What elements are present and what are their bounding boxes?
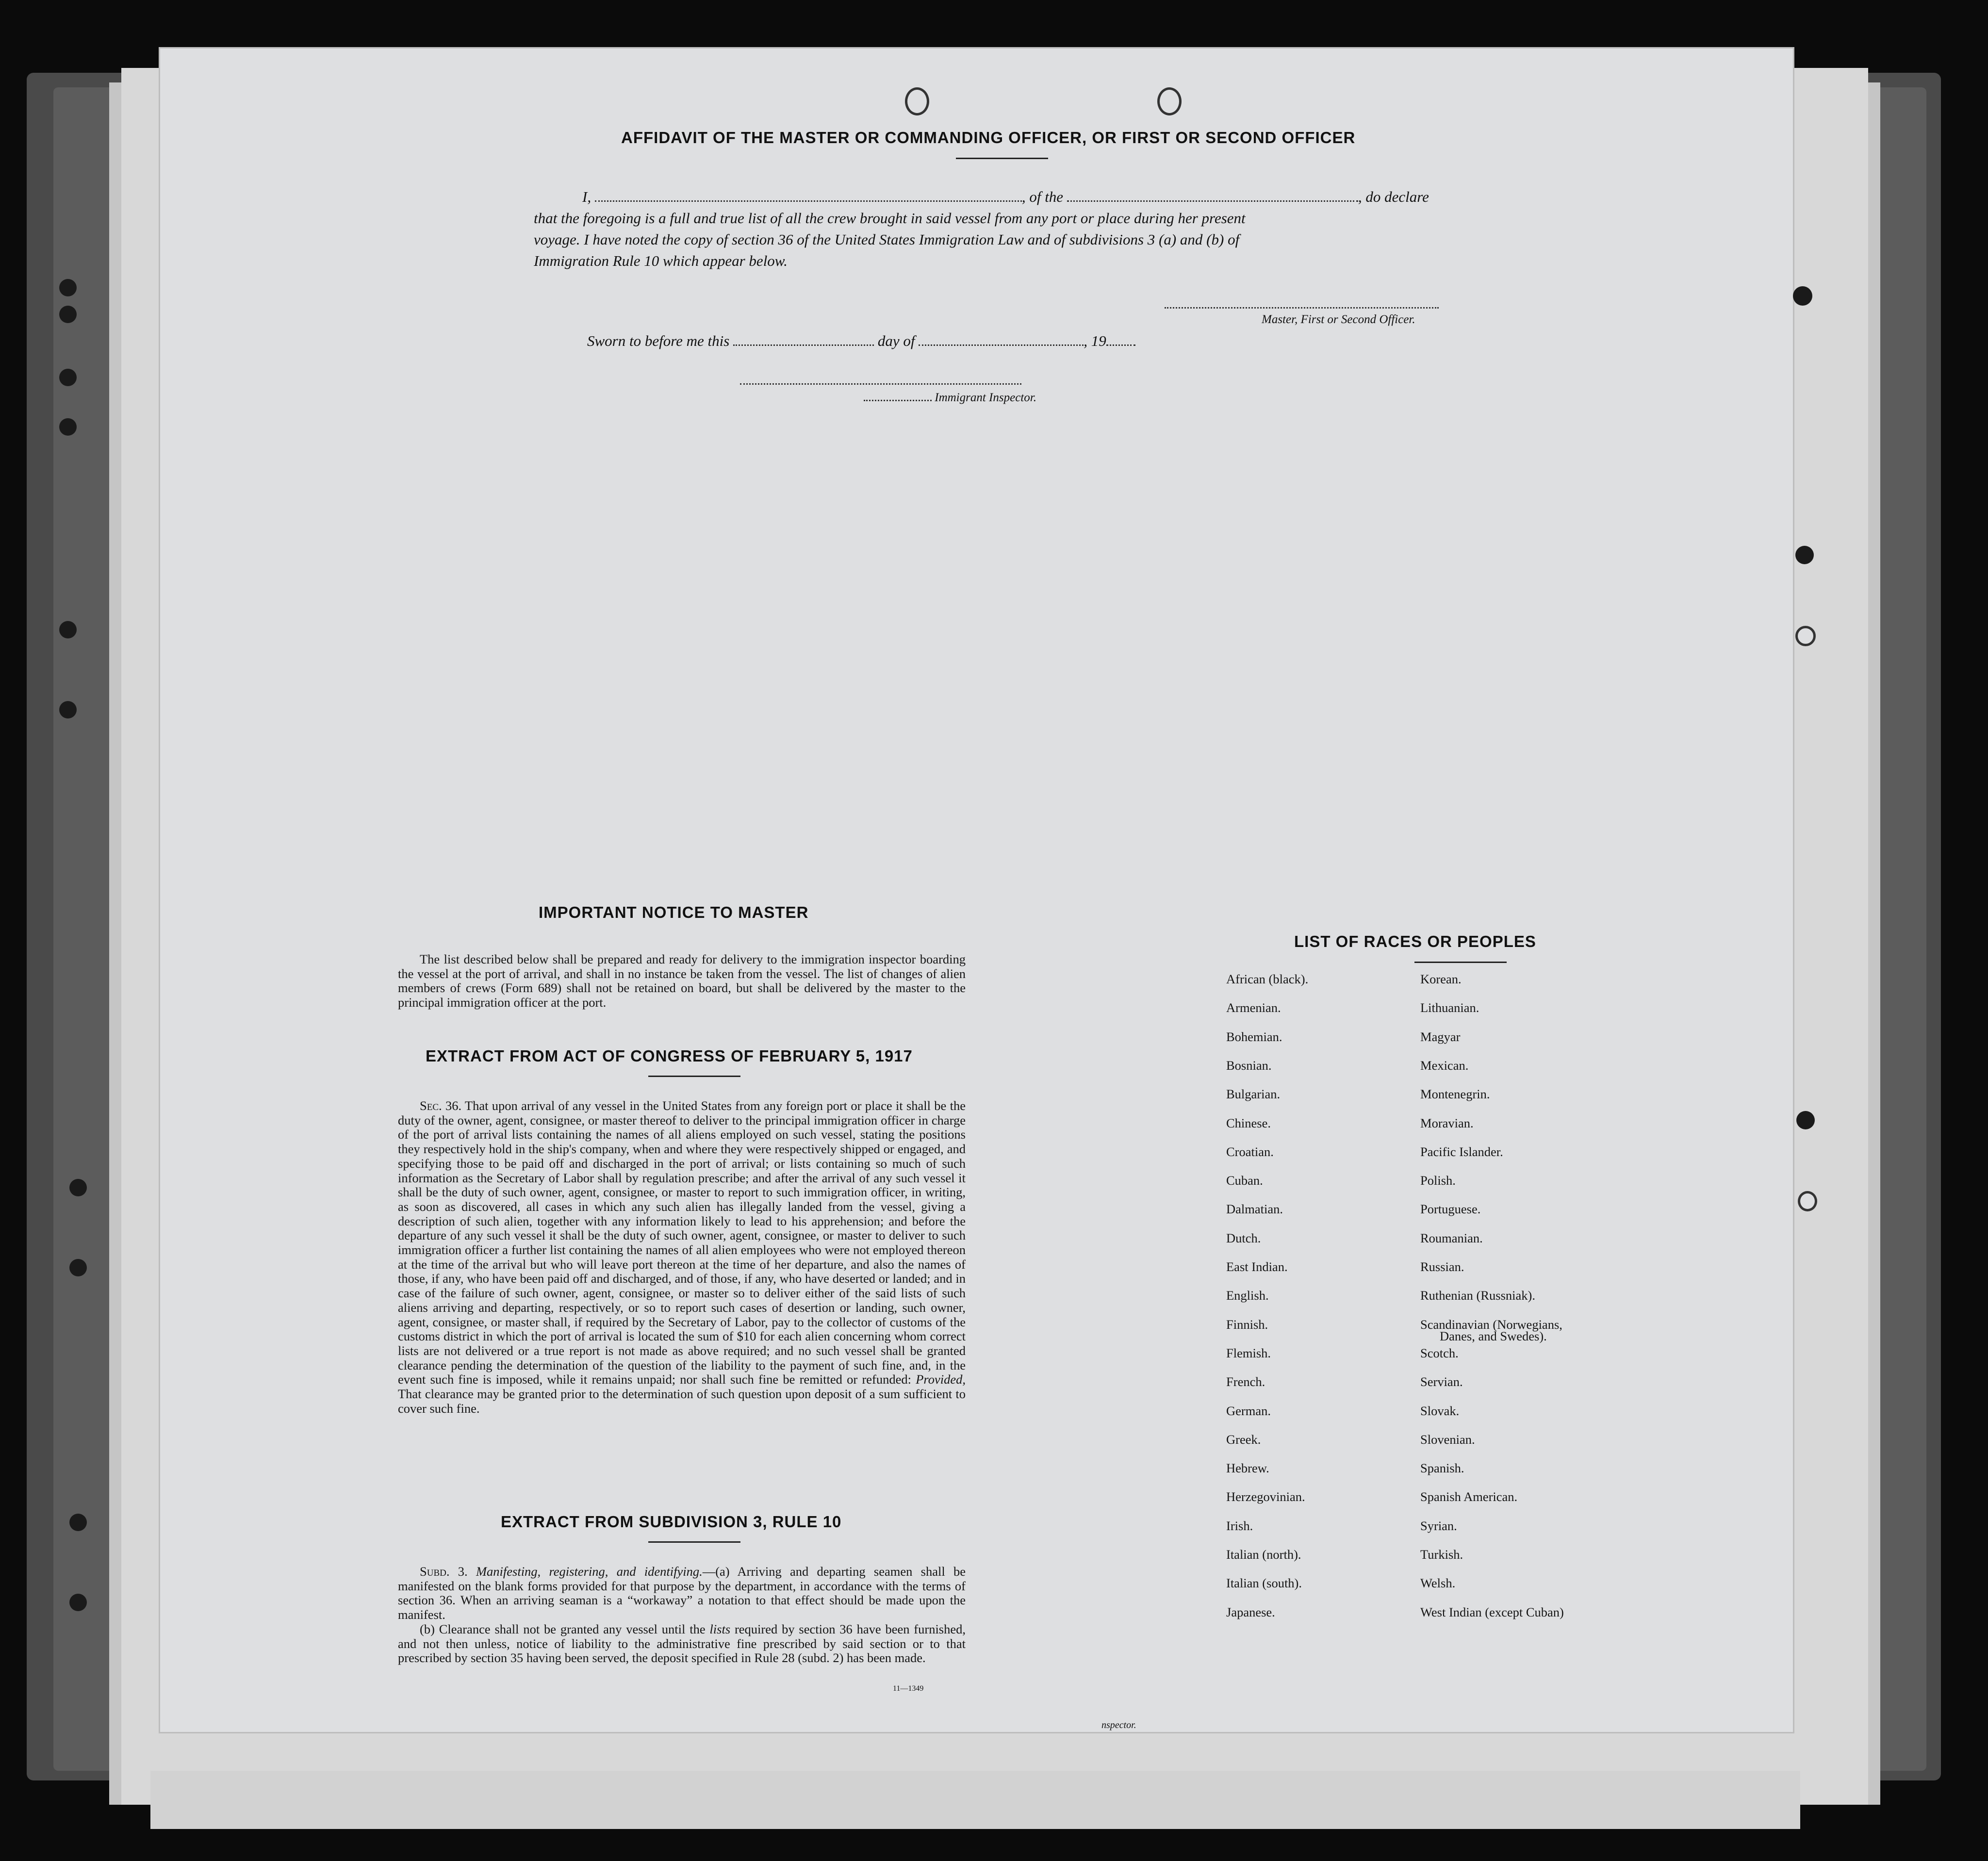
race-item: Korean.: [1420, 972, 1462, 986]
race-item: English.: [1226, 1288, 1269, 1303]
punch-hole: [905, 87, 929, 115]
race-item: Japanese.: [1226, 1604, 1275, 1619]
race-item: Hebrew.: [1226, 1461, 1269, 1476]
race-item: Portuguese.: [1420, 1202, 1481, 1217]
year-label: , 19: [1084, 332, 1106, 349]
do-declare-label: , do declare: [1358, 188, 1429, 205]
race-item: Bulgarian.: [1226, 1087, 1281, 1102]
master-signature-line: [1165, 307, 1439, 309]
lists-word: lists: [709, 1621, 731, 1636]
inspector-signature-line: [740, 383, 1021, 385]
race-item: Moravian.: [1420, 1115, 1474, 1130]
day-blank: [733, 342, 874, 346]
rule10-text: [398, 1565, 966, 1665]
year-blank: [1106, 342, 1135, 346]
subd-title: Manifesting, registering, and identifying.: [476, 1564, 703, 1579]
rule10-body-b2: required by section 36 have been furnished, and not then unless, notice of liability to the administrative fine prescribed by said section or to that prescribed by section 35 having been served, the deposit specified in Rule 28 (subd. 2) has been made.: [398, 1621, 966, 1665]
race-item: Spanish American.: [1420, 1489, 1518, 1504]
act-rule: [648, 1076, 740, 1077]
sec-label: Sec. 36.: [420, 1098, 462, 1113]
race-item: Ruthenian (Russniak).: [1420, 1288, 1535, 1303]
race-item: Polish.: [1420, 1173, 1456, 1188]
race-item: Slovenian.: [1420, 1432, 1475, 1447]
punch-hole: [1157, 87, 1182, 115]
of-the-label: , of the: [1021, 188, 1064, 205]
race-item: Bohemian.: [1226, 1029, 1282, 1044]
races-title: LIST OF RACES OR PEOPLES: [1294, 932, 1536, 950]
name-blank: [595, 197, 1022, 202]
notice-paragraph: The list described below shall be prepared and ready for delivery to the immigration inspector boarding the vessel at the port of arrival, and shall in no instance be taken from the vessel. The list of changes of alien members of crews (Form 689) shall not be retained on board, but shall be delivered by the master to the principal immigration officer at the port.: [398, 952, 966, 1010]
race-item: Welsh.: [1420, 1576, 1456, 1591]
notice-title: IMPORTANT NOTICE TO MASTER: [539, 903, 809, 921]
race-item: East Indian.: [1226, 1259, 1288, 1274]
act-body-end: That clearance may be granted prior to the determination of such question upon deposit of a sum sufficient to cover such fine.: [398, 1387, 966, 1416]
race-item: Scandinavian (Norwegians,: [1420, 1317, 1562, 1332]
provided-word: Provided,: [916, 1372, 966, 1387]
rule10-body-b1: (b) Clearance shall not be granted any vessel until the: [420, 1621, 706, 1636]
race-item: Cuban.: [1226, 1173, 1263, 1188]
rule10-title: EXTRACT FROM SUBDIVISION 3, RULE 10: [501, 1513, 842, 1531]
subd-label: Subd. 3.: [420, 1564, 468, 1579]
race-item: Montenegrin.: [1420, 1087, 1490, 1102]
master-signature-label: Master, First or Second Officer.: [1262, 313, 1415, 326]
race-item: Italian (north).: [1226, 1547, 1301, 1562]
inspector-blank: [864, 397, 932, 401]
affidavit-line-2: that the foregoing is a full and true list of all the crew brought in said vessel from any port or place during her present: [534, 210, 1246, 227]
race-item: Spanish.: [1420, 1461, 1464, 1476]
binder-hole: [1795, 626, 1816, 646]
sworn-label: Sworn to before me this: [587, 332, 730, 349]
race-item: Dutch.: [1226, 1230, 1261, 1245]
bottom-fragment: nspector.: [1101, 1720, 1136, 1730]
month-blank: [919, 342, 1084, 346]
binder-hole: [69, 1179, 87, 1196]
binder-hole: [69, 1594, 87, 1611]
race-item: Italian (south).: [1226, 1576, 1302, 1591]
binder-hole: [59, 701, 77, 718]
race-item: West Indian (except Cuban): [1420, 1604, 1564, 1619]
race-item: Dalmatian.: [1226, 1202, 1283, 1217]
race-item: Slovak.: [1420, 1403, 1460, 1418]
race-item: Lithuanian.: [1420, 1000, 1479, 1015]
title-rule: [956, 158, 1048, 159]
race-item: Irish.: [1226, 1518, 1253, 1533]
race-item: Turkish.: [1420, 1547, 1463, 1562]
race-item: Finnish.: [1226, 1317, 1268, 1332]
race-item: French.: [1226, 1374, 1265, 1389]
race-item: Pacific Islander.: [1420, 1144, 1503, 1159]
act-title: EXTRACT FROM ACT OF CONGRESS OF FEBRUARY 5, 1917: [426, 1047, 913, 1065]
document-page: [160, 49, 1793, 1732]
rule10-rule: [648, 1541, 740, 1543]
affidavit-line-4: Immigration Rule 10 which appear below.: [534, 252, 788, 269]
binder-hole: [59, 418, 77, 436]
binder-hole: [59, 306, 77, 323]
race-item: Roumanian.: [1420, 1230, 1483, 1245]
backing-sheet-edge: [150, 1771, 1800, 1829]
notice-text: [398, 952, 966, 1010]
act-text: [398, 1099, 966, 1416]
race-item: Croatian.: [1226, 1144, 1274, 1159]
binder-hole: [69, 1259, 87, 1276]
race-item: Mexican.: [1420, 1058, 1469, 1073]
rule10-paragraph-b: [398, 1622, 966, 1665]
race-item: African (black).: [1226, 972, 1309, 986]
binder-hole: [59, 279, 77, 296]
race-item: Greek.: [1226, 1432, 1261, 1447]
binder-hole: [59, 621, 77, 638]
inspector-signature-label: Immigrant Inspector.: [935, 391, 1036, 404]
affidavit-line-1: [582, 188, 1429, 206]
act-paragraph: [398, 1099, 966, 1416]
race-item: Chinese.: [1226, 1115, 1271, 1130]
race-item: Scotch.: [1420, 1345, 1459, 1360]
binder-hole: [59, 369, 77, 386]
inspector-line: [864, 391, 1036, 405]
race-item: Flemish.: [1226, 1345, 1271, 1360]
binder-hole: [1795, 546, 1814, 564]
i-label: I,: [582, 188, 591, 205]
rule10-body-a: —(a) Arriving and departing seamen shall be manifested on the blank forms provided for that purpose by the department, in accordance with the terms of section 36. When an arriving seaman is a “workaway” a notation to that effect should be made upon the manifest.: [398, 1564, 966, 1622]
race-item: German.: [1226, 1403, 1271, 1418]
binder-hole: [1796, 1111, 1815, 1129]
rule10-paragraph-a: [398, 1565, 966, 1622]
race-item: Magyar: [1420, 1029, 1461, 1044]
binder-hole: [1793, 286, 1812, 306]
form-number: 11—1349: [893, 1684, 924, 1693]
race-item-continuation: Danes, and Swedes).: [1440, 1328, 1547, 1343]
race-item: Syrian.: [1420, 1518, 1457, 1533]
race-item: Armenian.: [1226, 1000, 1281, 1015]
day-of-label: day of: [877, 332, 915, 349]
race-item: Herzegovinian.: [1226, 1489, 1305, 1504]
race-item: Servian.: [1420, 1374, 1463, 1389]
act-body: That upon arrival of any vessel in the United States from any foreign port or place it shall be the duty of the owner, agent, consignee, or master thereof to deliver to the principal immigration officer in charge of the port of arrival lists containing the names of all aliens employed on such vessel, stating the positions they respectively hold in the ship's company, when and where they were respectively shipped or engaged, and specifying those to be paid off and discharged in the port of arrival; or lists containing so much of such information as the Secretary of Labor shall by regulation prescribe; and after the arrival of any such vessel it shall be the duty of such owner, agent, consignee, or master to report to such immigration officer, in writing, as soon as discovered, all cases in which any such alien has illegally landed from the vessel, giving a description of such alien, together with any information likely to lead to his apprehension; and before the departure of any such vessel it shall be the duty of such owner, agent, consignee, or master to deliver to such immigration officer a further list containing the names of all alien employees who were not employed thereon at the time of the arrival but who will leave port thereon at the time of her departure, and also the names of those, if any, who have been paid off and discharged, and of those, if any, who have deserted or landed; and in case of the failure of such owner, agent, consignee, or master so to deliver either of the said lists of such aliens arriving and departing, respectively, or so to report such cases of desertion or landing, such owner, agent, consignee, or master shall, if required by the Secretary of Labor, pay to the collector of customs of the customs district in which the port of arrival is located the sum of $10 for each alien concerning whom correct lists are not delivered or a true report is not made as above required; and no such vessel shall be granted clearance pending the determination of the question of the liability to the payment of such fine, and, in the event such fine is imposed, while it remains unpaid; nor shall such fine be remitted or refunded:: [398, 1098, 966, 1387]
binder-hole: [69, 1514, 87, 1531]
race-item: Bosnian.: [1226, 1058, 1272, 1073]
affidavit-line-3: voyage. I have noted the copy of section 36 of the United States Immigration Law and of subdivisions 3 (a) and (b) of: [534, 231, 1240, 248]
binder-hole: [1798, 1191, 1817, 1211]
races-rule: [1414, 962, 1507, 963]
vessel-blank: [1067, 197, 1358, 202]
race-item: Russian.: [1420, 1259, 1464, 1274]
sworn-line: [587, 332, 1135, 350]
affidavit-title: AFFIDAVIT OF THE MASTER OR COMMANDING OFFICER, OR FIRST OR SECOND OFFICER: [621, 129, 1356, 147]
